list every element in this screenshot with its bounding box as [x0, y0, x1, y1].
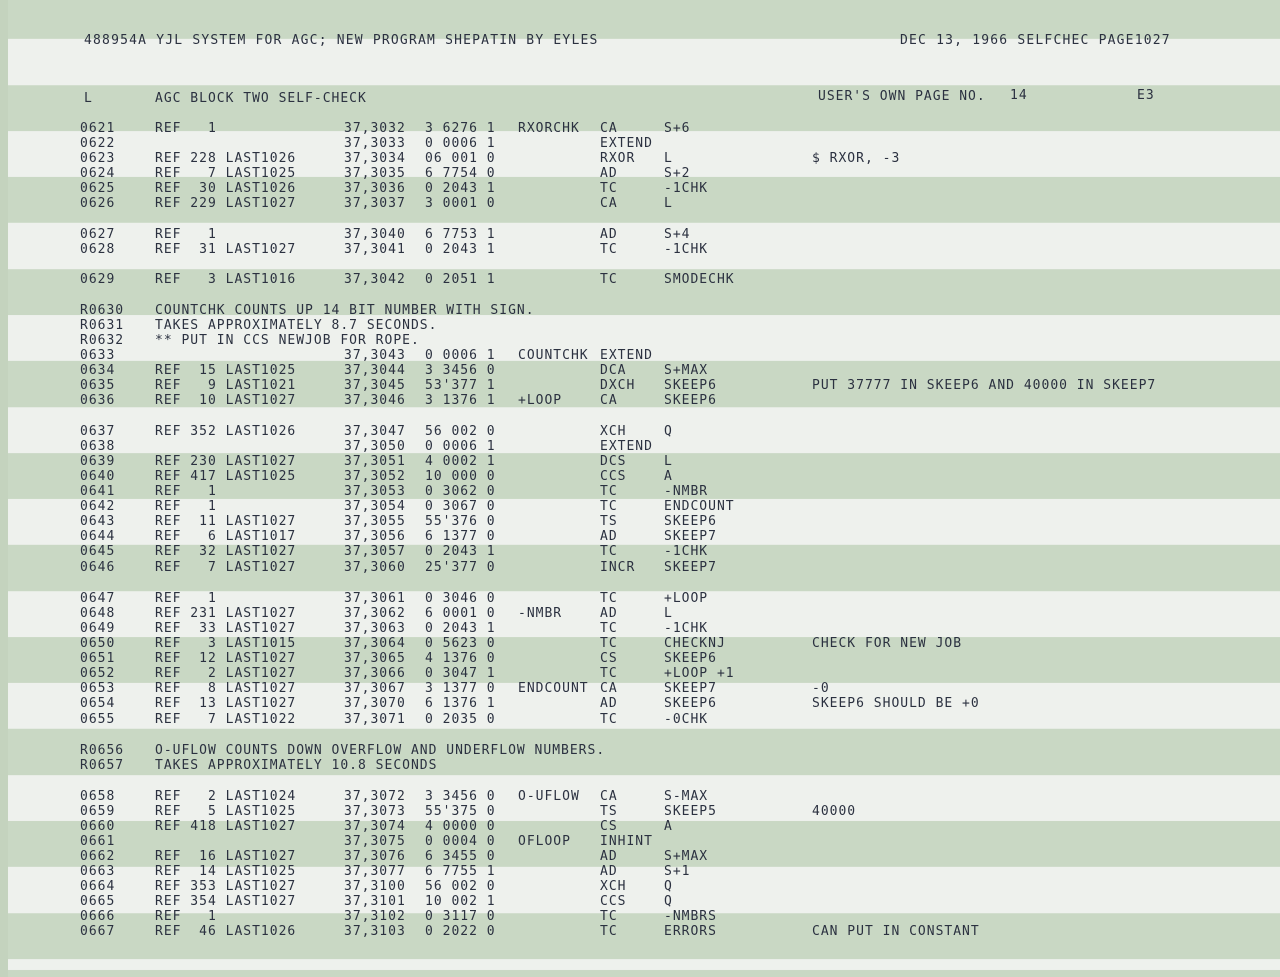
remark-line-number: R0632: [80, 333, 125, 348]
opcode-field: XCH: [600, 424, 627, 439]
word-field: 4 0002 1: [425, 454, 496, 469]
opcode-field: TC: [600, 544, 618, 559]
opcode-field: EXTEND: [600, 136, 653, 151]
operand-field: S+2: [664, 166, 691, 181]
line-number: 0646: [80, 560, 116, 575]
line-number: 0637: [80, 424, 116, 439]
operand-field: L: [664, 454, 673, 469]
line-number: 0647: [80, 591, 116, 606]
address-field: 37,3103: [344, 924, 406, 939]
address-field: 37,3102: [344, 909, 406, 924]
ref-field: REF 1: [155, 484, 217, 499]
label-field: ENDCOUNT: [518, 681, 589, 696]
word-field: 10 000 0: [425, 469, 496, 484]
line-number: 0649: [80, 621, 116, 636]
operand-field: Q: [664, 894, 673, 909]
word-field: 0 2043 1: [425, 242, 496, 257]
remark-text: ** PUT IN CCS NEWJOB FOR ROPE.: [155, 333, 420, 348]
ref-field: REF 5 LAST1025: [155, 804, 297, 819]
ref-field: REF 354 LAST1027: [155, 894, 297, 909]
remark-line-number: R0630: [80, 303, 125, 318]
ref-field: REF 352 LAST1026: [155, 424, 297, 439]
word-field: 6 7753 1: [425, 227, 496, 242]
operand-field: +LOOP +1: [664, 666, 735, 681]
address-field: 37,3037: [344, 196, 406, 211]
operand-field: Q: [664, 424, 673, 439]
opcode-field: INHINT: [600, 834, 653, 849]
opcode-field: INCR: [600, 560, 636, 575]
opcode-field: XCH: [600, 879, 627, 894]
address-field: 37,3050: [344, 439, 406, 454]
line-number: 0663: [80, 864, 116, 879]
comment-field: CHECK FOR NEW JOB: [812, 636, 963, 651]
opcode-field: TC: [600, 242, 618, 257]
ref-field: REF 13 LAST1027: [155, 696, 297, 711]
address-field: 37,3065: [344, 651, 406, 666]
ref-field: REF 3 LAST1016: [155, 272, 297, 287]
address-field: 37,3063: [344, 621, 406, 636]
opcode-field: CA: [600, 789, 618, 804]
address-field: 37,3071: [344, 712, 406, 727]
address-field: 37,3035: [344, 166, 406, 181]
opcode-field: TC: [600, 621, 618, 636]
line-number: 0636: [80, 393, 116, 408]
opcode-field: TC: [600, 924, 618, 939]
line-number: 0661: [80, 834, 116, 849]
word-field: 25'377 0: [425, 560, 496, 575]
ref-field: REF 231 LAST1027: [155, 606, 297, 621]
address-field: 37,3036: [344, 181, 406, 196]
line-number: 0622: [80, 136, 116, 151]
line-number: 0624: [80, 166, 116, 181]
operand-field: SKEEP6: [664, 651, 717, 666]
address-field: 37,3064: [344, 636, 406, 651]
ref-field: REF 2 LAST1027: [155, 666, 297, 681]
opcode-field: CA: [600, 196, 618, 211]
operand-field: L: [664, 606, 673, 621]
opcode-field: CA: [600, 681, 618, 696]
line-number: 0625: [80, 181, 116, 196]
opcode-field: CS: [600, 651, 618, 666]
remark-text: TAKES APPROXIMATELY 8.7 SECONDS.: [155, 318, 438, 333]
opcode-field: CA: [600, 393, 618, 408]
operand-field: S+1: [664, 864, 691, 879]
line-number: 0629: [80, 272, 116, 287]
word-field: 0 0004 0: [425, 834, 496, 849]
ref-field: REF 33 LAST1027: [155, 621, 297, 636]
address-field: 37,3051: [344, 454, 406, 469]
ref-field: REF 15 LAST1025: [155, 363, 297, 378]
ref-field: REF 8 LAST1027: [155, 681, 297, 696]
line-number: 0628: [80, 242, 116, 257]
line-number: 0634: [80, 363, 116, 378]
opcode-field: DCS: [600, 454, 627, 469]
address-field: 37,3033: [344, 136, 406, 151]
word-field: 4 0000 0: [425, 819, 496, 834]
remark-line-number: R0631: [80, 318, 125, 333]
comment-field: CAN PUT IN CONSTANT: [812, 924, 980, 939]
word-field: 55'375 0: [425, 804, 496, 819]
word-field: 0 2035 0: [425, 712, 496, 727]
opcode-field: AD: [600, 696, 618, 711]
opcode-field: TC: [600, 272, 618, 287]
ref-field: REF 7 LAST1027: [155, 560, 297, 575]
ref-field: REF 14 LAST1025: [155, 864, 297, 879]
address-field: 37,3074: [344, 819, 406, 834]
comment-field: 40000: [812, 804, 857, 819]
operand-field: SKEEP7: [664, 681, 717, 696]
ref-field: REF 1: [155, 121, 217, 136]
ref-field: REF 417 LAST1025: [155, 469, 297, 484]
line-number: 0623: [80, 151, 116, 166]
line-number: 0651: [80, 651, 116, 666]
word-field: 0 3047 1: [425, 666, 496, 681]
ref-field: REF 418 LAST1027: [155, 819, 297, 834]
comment-field: $ RXOR, -3: [812, 151, 901, 166]
opcode-field: EXTEND: [600, 348, 653, 363]
word-field: 0 3067 0: [425, 499, 496, 514]
line-number: 0666: [80, 909, 116, 924]
address-field: 37,3075: [344, 834, 406, 849]
operand-field: L: [664, 151, 673, 166]
opcode-field: CCS: [600, 894, 627, 909]
operand-field: ENDCOUNT: [664, 499, 735, 514]
ref-field: REF 10 LAST1027: [155, 393, 297, 408]
word-field: 6 7754 0: [425, 166, 496, 181]
line-number: 0642: [80, 499, 116, 514]
word-field: 0 2043 1: [425, 621, 496, 636]
operand-field: -NMBR: [664, 484, 709, 499]
remark-line-number: R0656: [80, 743, 125, 758]
opcode-field: EXTEND: [600, 439, 653, 454]
address-field: 37,3052: [344, 469, 406, 484]
word-field: 6 0001 0: [425, 606, 496, 621]
address-field: 37,3101: [344, 894, 406, 909]
opcode-field: TC: [600, 499, 618, 514]
ref-field: REF 1: [155, 591, 217, 606]
word-field: 6 3455 0: [425, 849, 496, 864]
line-number: 0667: [80, 924, 116, 939]
ref-field: REF 2 LAST1024: [155, 789, 297, 804]
label-field: RXORCHK: [518, 121, 580, 136]
line-number: 0655: [80, 712, 116, 727]
opcode-field: DXCH: [600, 378, 636, 393]
operand-field: A: [664, 469, 673, 484]
word-field: 3 3456 0: [425, 363, 496, 378]
word-field: 4 1376 0: [425, 651, 496, 666]
operand-field: A: [664, 819, 673, 834]
operand-field: S+4: [664, 227, 691, 242]
label-field: COUNTCHK: [518, 348, 589, 363]
page-header-left: 488954A YJL SYSTEM FOR AGC; NEW PROGRAM SHEPATIN BY EYLES: [84, 33, 599, 48]
word-field: 0 2043 1: [425, 181, 496, 196]
opcode-field: RXOR: [600, 151, 636, 166]
address-field: 37,3077: [344, 864, 406, 879]
address-field: 37,3044: [344, 363, 406, 378]
line-number: 0627: [80, 227, 116, 242]
word-field: 0 2022 0: [425, 924, 496, 939]
ref-field: REF 30 LAST1026: [155, 181, 297, 196]
opcode-field: TS: [600, 514, 618, 529]
address-field: 37,3066: [344, 666, 406, 681]
opcode-field: TC: [600, 591, 618, 606]
opcode-field: CCS: [600, 469, 627, 484]
word-field: 0 3117 0: [425, 909, 496, 924]
ref-field: REF 31 LAST1027: [155, 242, 297, 257]
word-field: 0 3062 0: [425, 484, 496, 499]
opcode-field: AD: [600, 864, 618, 879]
line-number: 0660: [80, 819, 116, 834]
address-field: 37,3072: [344, 789, 406, 804]
line-number: 0653: [80, 681, 116, 696]
line-number: 0648: [80, 606, 116, 621]
word-field: 0 3046 0: [425, 591, 496, 606]
subheader-page-label: USER'S OWN PAGE NO.: [818, 89, 986, 104]
page-header-right: DEC 13, 1966 SELFCHEC PAGE1027: [900, 33, 1171, 48]
operand-field: -1CHK: [664, 621, 709, 636]
line-number: 0658: [80, 789, 116, 804]
operand-field: SKEEP6: [664, 393, 717, 408]
line-number: 0633: [80, 348, 116, 363]
remark-text: O-UFLOW COUNTS DOWN OVERFLOW AND UNDERFLOW NUMBERS.: [155, 743, 606, 758]
ref-field: REF 3 LAST1015: [155, 636, 297, 651]
ref-field: REF 6 LAST1017: [155, 529, 297, 544]
operand-field: S+MAX: [664, 363, 709, 378]
ref-field: REF 12 LAST1027: [155, 651, 297, 666]
operand-field: SKEEP6: [664, 378, 717, 393]
ref-field: REF 1: [155, 909, 217, 924]
opcode-field: TC: [600, 636, 618, 651]
word-field: 55'376 0: [425, 514, 496, 529]
line-number: 0638: [80, 439, 116, 454]
opcode-field: CS: [600, 819, 618, 834]
opcode-field: AD: [600, 529, 618, 544]
comment-field: PUT 37777 IN SKEEP6 AND 40000 IN SKEEP7: [812, 378, 1157, 393]
word-field: 3 1376 1: [425, 393, 496, 408]
line-number: 0645: [80, 544, 116, 559]
line-number: 0650: [80, 636, 116, 651]
operand-field: L: [664, 196, 673, 211]
ref-field: REF 228 LAST1026: [155, 151, 297, 166]
address-field: 37,3034: [344, 151, 406, 166]
opcode-field: DCA: [600, 363, 627, 378]
address-field: 37,3040: [344, 227, 406, 242]
line-number: 0652: [80, 666, 116, 681]
word-field: 3 1377 0: [425, 681, 496, 696]
ref-field: REF 353 LAST1027: [155, 879, 297, 894]
address-field: 37,3062: [344, 606, 406, 621]
address-field: 37,3057: [344, 544, 406, 559]
word-field: 3 0001 0: [425, 196, 496, 211]
operand-field: +LOOP: [664, 591, 709, 606]
word-field: 0 0006 1: [425, 439, 496, 454]
label-field: OFLOOP: [518, 834, 571, 849]
word-field: 0 0006 1: [425, 136, 496, 151]
word-field: 0 2051 1: [425, 272, 496, 287]
line-number: 0654: [80, 696, 116, 711]
line-number: 0643: [80, 514, 116, 529]
operand-field: SMODECHK: [664, 272, 735, 287]
address-field: 37,3076: [344, 849, 406, 864]
ref-field: REF 46 LAST1026: [155, 924, 297, 939]
operand-field: SKEEP7: [664, 560, 717, 575]
word-field: 53'377 1: [425, 378, 496, 393]
operand-field: -NMBRS: [664, 909, 717, 924]
line-number: 0662: [80, 849, 116, 864]
word-field: 6 1377 0: [425, 529, 496, 544]
operand-field: Q: [664, 879, 673, 894]
line-number: 0640: [80, 469, 116, 484]
opcode-field: TS: [600, 804, 618, 819]
address-field: 37,3046: [344, 393, 406, 408]
ref-field: REF 229 LAST1027: [155, 196, 297, 211]
remark-text: COUNTCHK COUNTS UP 14 BIT NUMBER WITH SIGN.: [155, 303, 535, 318]
word-field: 3 6276 1: [425, 121, 496, 136]
paper-edge: [0, 0, 8, 977]
opcode-field: TC: [600, 909, 618, 924]
operand-field: -1CHK: [664, 181, 709, 196]
line-number: 0626: [80, 196, 116, 211]
label-field: O-UFLOW: [518, 789, 580, 804]
line-number: 0635: [80, 378, 116, 393]
word-field: 56 002 0: [425, 879, 496, 894]
remark-line-number: R0657: [80, 758, 125, 773]
opcode-field: TC: [600, 484, 618, 499]
ref-field: REF 7 LAST1022: [155, 712, 297, 727]
address-field: 37,3053: [344, 484, 406, 499]
ref-field: REF 11 LAST1027: [155, 514, 297, 529]
word-field: 6 1376 1: [425, 696, 496, 711]
opcode-field: TC: [600, 666, 618, 681]
word-field: 0 5623 0: [425, 636, 496, 651]
line-number: 0621: [80, 121, 116, 136]
ref-field: REF 1: [155, 499, 217, 514]
address-field: 37,3100: [344, 879, 406, 894]
subheader-title: AGC BLOCK TWO SELF-CHECK: [155, 91, 367, 106]
operand-field: S-MAX: [664, 789, 709, 804]
line-number: 0664: [80, 879, 116, 894]
word-field: 6 7755 1: [425, 864, 496, 879]
operand-field: -1CHK: [664, 242, 709, 257]
operand-field: -0CHK: [664, 712, 709, 727]
comment-field: -0: [812, 681, 830, 696]
operand-field: CHECKNJ: [664, 636, 726, 651]
operand-field: SKEEP7: [664, 529, 717, 544]
operand-field: -1CHK: [664, 544, 709, 559]
address-field: 37,3060: [344, 560, 406, 575]
opcode-field: CA: [600, 121, 618, 136]
ref-field: REF 16 LAST1027: [155, 849, 297, 864]
operand-field: S+MAX: [664, 849, 709, 864]
opcode-field: AD: [600, 849, 618, 864]
opcode-field: TC: [600, 181, 618, 196]
address-field: 37,3070: [344, 696, 406, 711]
ref-field: REF 32 LAST1027: [155, 544, 297, 559]
operand-field: SKEEP6: [664, 514, 717, 529]
address-field: 37,3047: [344, 424, 406, 439]
address-field: 37,3042: [344, 272, 406, 287]
line-number: 0644: [80, 529, 116, 544]
operand-field: ERRORS: [664, 924, 717, 939]
ref-field: REF 230 LAST1027: [155, 454, 297, 469]
address-field: 37,3054: [344, 499, 406, 514]
word-field: 10 002 1: [425, 894, 496, 909]
line-number: 0639: [80, 454, 116, 469]
address-field: 37,3032: [344, 121, 406, 136]
operand-field: SKEEP6: [664, 696, 717, 711]
ref-field: REF 1: [155, 227, 217, 242]
label-field: +LOOP: [518, 393, 563, 408]
address-field: 37,3056: [344, 529, 406, 544]
ref-field: REF 7 LAST1025: [155, 166, 297, 181]
remark-text: TAKES APPROXIMATELY 10.8 SECONDS: [155, 758, 438, 773]
opcode-field: TC: [600, 712, 618, 727]
comment-field: SKEEP6 SHOULD BE +0: [812, 696, 980, 711]
line-number: 0641: [80, 484, 116, 499]
line-number: 0659: [80, 804, 116, 819]
address-field: 37,3067: [344, 681, 406, 696]
operand-field: SKEEP5: [664, 804, 717, 819]
word-field: 56 002 0: [425, 424, 496, 439]
address-field: 37,3041: [344, 242, 406, 257]
address-field: 37,3061: [344, 591, 406, 606]
subheader-page-number: 14: [1010, 88, 1028, 103]
line-number: 0665: [80, 894, 116, 909]
subheader-l: L: [84, 91, 93, 106]
opcode-field: AD: [600, 227, 618, 242]
address-field: 37,3073: [344, 804, 406, 819]
ref-field: REF 9 LAST1021: [155, 378, 297, 393]
opcode-field: AD: [600, 606, 618, 621]
subheader-code: E3: [1137, 88, 1155, 103]
address-field: 37,3045: [344, 378, 406, 393]
address-field: 37,3055: [344, 514, 406, 529]
word-field: 0 0006 1: [425, 348, 496, 363]
label-field: -NMBR: [518, 606, 563, 621]
word-field: 06 001 0: [425, 151, 496, 166]
operand-field: S+6: [664, 121, 691, 136]
word-field: 0 2043 1: [425, 544, 496, 559]
opcode-field: AD: [600, 166, 618, 181]
word-field: 3 3456 0: [425, 789, 496, 804]
address-field: 37,3043: [344, 348, 406, 363]
